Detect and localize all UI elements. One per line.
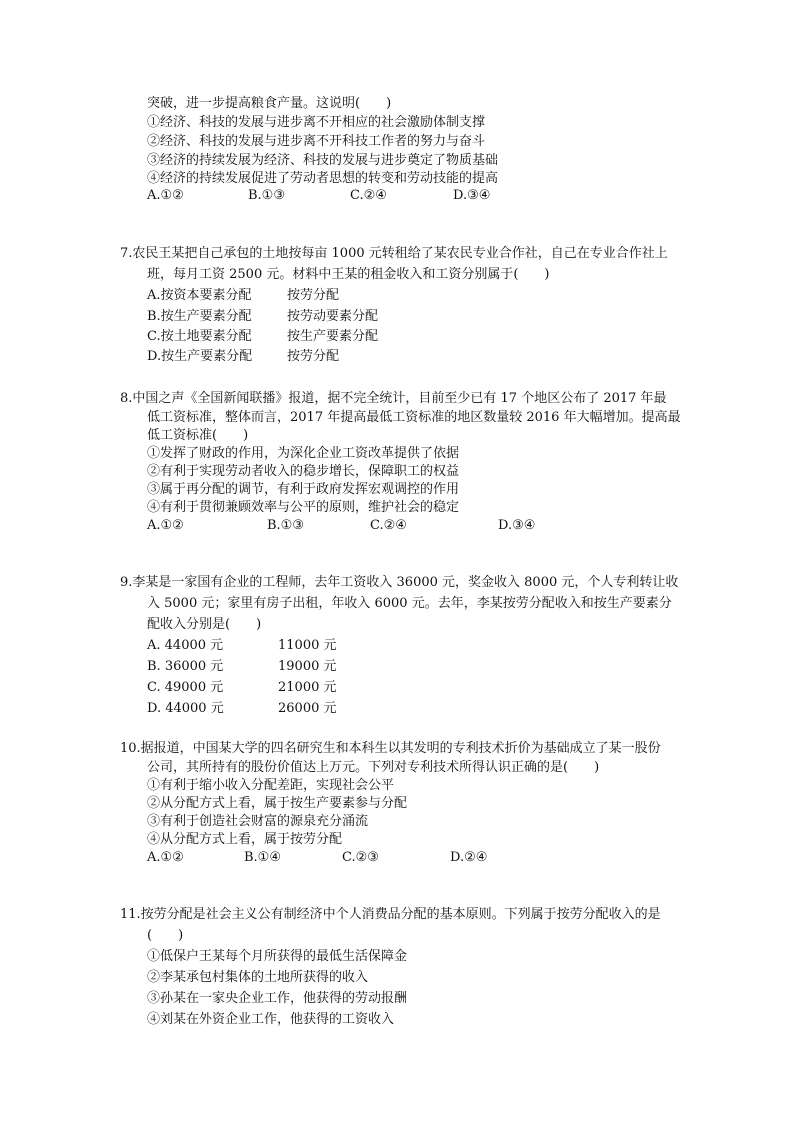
q6-option-statement: ④经济的持续发展促进了劳动者思想的转变和劳动技能的提高	[147, 171, 499, 186]
q8-option-statement: ①发挥了财政的作用，为深化企业工资改革提供了依据	[147, 446, 460, 461]
q8-option-statement: ③属于再分配的调节，有利于政府发挥宏观调控的作用	[147, 482, 460, 497]
q10-stem-line: 10.据报道，中国某大学的四名研究生和本科生以其发明的专利技术折价为基础成立了某一股份	[120, 741, 661, 756]
q6-choice-d: D.③④	[453, 188, 491, 203]
q6-line: 突破，进一步提高粮食产量。这说明( )	[147, 96, 392, 111]
q7-stem-line: 7.农民王某把自己承包的土地按每亩 1000 元转租给了某农民专业合作社，自己在专业合作社上	[120, 246, 668, 261]
q11-option-statement: ②李某承包村集体的土地所获得的收入	[147, 970, 369, 985]
q8-choice-c: C.②④	[370, 518, 407, 533]
q6-choice-a: A.①②	[147, 188, 184, 203]
q11-option-statement: ①低保户王某每个月所获得的最低生活保障金	[147, 949, 408, 964]
q10-stem-line: 公司，其所持有的股份价值达上万元。下列对专利技术所得认识正确的是( )	[147, 760, 600, 775]
q8-option-statement: ④有利于贯彻兼顾效率与公平的原则，维护社会的稳定	[147, 500, 460, 515]
q6-option-statement: ③经济的持续发展为经济、科技的发展与进步奠定了物质基础	[147, 153, 499, 168]
q9-option-a-second: 11000 元	[278, 638, 337, 653]
q6-choice-c: C.②④	[350, 188, 387, 203]
q11-option-statement: ③孙某在一家央企业工作，他获得的劳动报酬	[147, 991, 408, 1006]
q9-option-c-first: C. 49000 元	[147, 680, 224, 695]
q7-option-b-second: 按劳动要素分配	[287, 309, 379, 324]
q7-option-d-first: D.按生产要素分配	[147, 349, 253, 364]
q7-option-a-second: 按劳分配	[287, 288, 340, 303]
q10-option-statement: ④从分配方式上看，属于按劳分配	[147, 832, 343, 847]
q8-stem-line: 低工资标准，整体而言，2017 年提高最低工资标准的地区数量较 2016 年大幅增加。提高最	[147, 410, 681, 425]
q9-option-a-first: A. 44000 元	[147, 638, 224, 653]
q8-choice-b: B.①③	[267, 518, 304, 533]
q9-option-b-first: B. 36000 元	[147, 659, 224, 674]
q9-option-d-second: 26000 元	[278, 701, 337, 716]
q7-option-a-first: A.按资本要素分配	[147, 288, 252, 303]
q10-choice-c: C.②③	[342, 850, 379, 865]
q11-answer-bracket: ( )	[147, 928, 184, 943]
q6-option-statement: ①经济、科技的发展与进步离不开相应的社会激励体制支撑	[147, 115, 486, 130]
q9-option-b-second: 19000 元	[278, 659, 337, 674]
q10-choice-a: A.①②	[147, 850, 184, 865]
q8-choice-d: D.③④	[498, 518, 536, 533]
q9-option-d-first: D. 44000 元	[147, 701, 224, 716]
q9-stem-line: 9.李某是一家国有企业的工程师，去年工资收入 36000 元，奖金收入 8000 元，个人专利转让收	[120, 575, 679, 590]
q7-option-d-second: 按劳分配	[287, 349, 340, 364]
q7-option-c-second: 按生产要素分配	[287, 329, 379, 344]
q9-option-c-second: 21000 元	[278, 680, 337, 695]
q10-option-statement: ②从分配方式上看，属于按生产要素参与分配	[147, 796, 408, 811]
q8-stem-line: 8.中国之声《全国新闻联播》报道，据不完全统计，目前至少已有 17 个地区公布了 2017 年最	[120, 391, 667, 406]
q10-choice-b: B.①④	[244, 850, 281, 865]
q7-stem-line: 班，每月工资 2500 元。材料中王某的租金收入和工资分别属于( )	[147, 267, 550, 282]
q7-option-b-first: B.按生产要素分配	[147, 309, 252, 324]
q8-option-statement: ②有利于实现劳动者收入的稳步增长，保障职工的权益	[147, 464, 460, 479]
q11-option-statement: ④刘某在外资企业工作，他获得的工资收入	[147, 1012, 395, 1027]
q8-choice-a: A.①②	[147, 518, 184, 533]
q10-choice-d: D.②④	[450, 850, 488, 865]
q9-stem-line: 入 5000 元；家里有房子出租，年收入 6000 元。去年，李某按劳分配收入和按生产要素分	[147, 596, 672, 611]
q10-option-statement: ①有利于缩小收入分配差距，实现社会公平	[147, 778, 395, 793]
q6-option-statement: ②经济、科技的发展与进步离不开科技工作者的努力与奋斗	[147, 134, 486, 149]
q11-stem-line: 11.按劳分配是社会主义公有制经济中个人消费品分配的基本原则。下列属于按劳分配收入的是	[120, 907, 661, 922]
q10-option-statement: ③有利于创造社会财富的源泉充分涌流	[147, 814, 369, 829]
q7-option-c-first: C.按土地要素分配	[147, 329, 252, 344]
q8-stem-line: 低工资标准( )	[147, 428, 249, 443]
q9-stem-line: 配收入分别是( )	[147, 617, 262, 632]
q6-choice-b: B.①③	[248, 188, 285, 203]
